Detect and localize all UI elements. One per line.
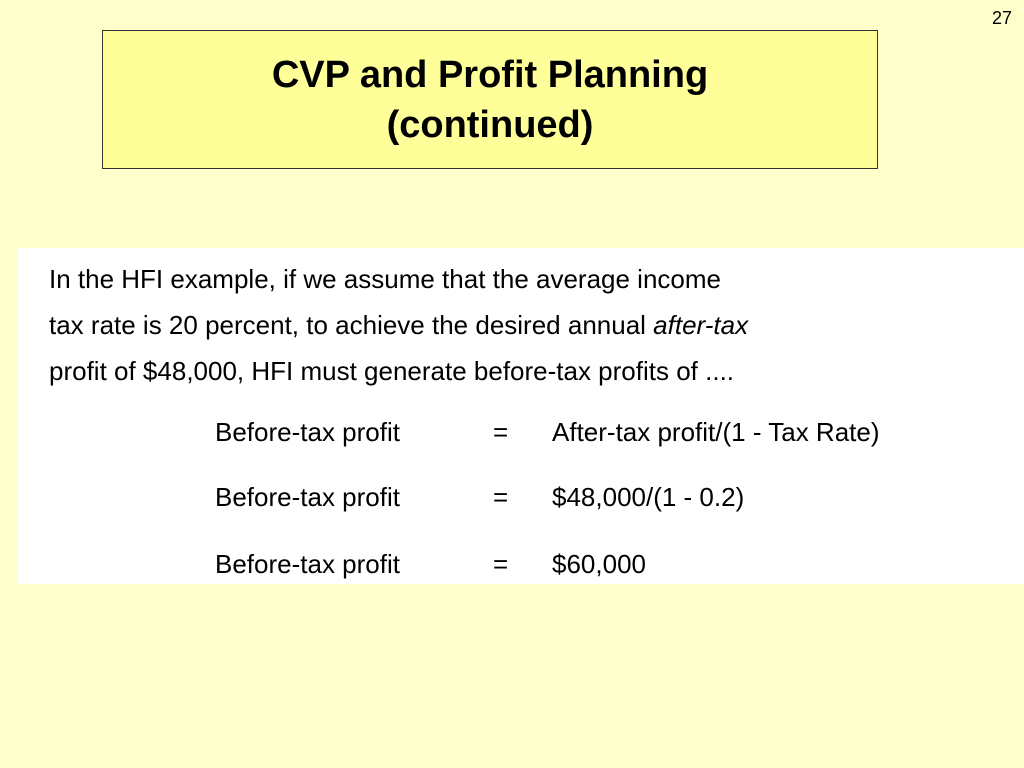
after-tax-emphasis: after-tax bbox=[653, 310, 749, 340]
equals-sign: = bbox=[493, 549, 509, 579]
content-box bbox=[17, 248, 1024, 584]
slide-title-line-1: CVP and Profit Planning bbox=[271, 53, 709, 96]
intro-line-2 bbox=[49, 302, 1009, 348]
slide-title-line-2: (continued) bbox=[386, 103, 594, 146]
equals-sign: = bbox=[493, 417, 509, 447]
equation-left: Before-tax profit bbox=[215, 417, 400, 447]
equation-row bbox=[17, 477, 1024, 517]
equation-right: $60,000 bbox=[552, 549, 646, 579]
equation-right: After-tax profit/(1 - Tax Rate) bbox=[552, 417, 880, 447]
equals-sign: = bbox=[493, 482, 509, 512]
slide-number: 27 bbox=[991, 8, 1012, 28]
intro-line-1: In the HFI example, if we assume that the average income bbox=[49, 264, 722, 294]
intro-paragraph bbox=[49, 256, 1009, 394]
intro-line-2-text: tax rate is 20 percent, to achieve the desired annual bbox=[49, 310, 654, 340]
intro-line-3: profit of $48,000, HFI must generate before-tax profits of .... bbox=[49, 356, 735, 386]
equation-row bbox=[17, 412, 1024, 452]
equation-left: Before-tax profit bbox=[215, 482, 400, 512]
equation-left: Before-tax profit bbox=[215, 549, 400, 579]
equation-row bbox=[17, 544, 1024, 584]
equation-right: $48,000/(1 - 0.2) bbox=[552, 482, 745, 512]
title-box bbox=[102, 30, 878, 169]
